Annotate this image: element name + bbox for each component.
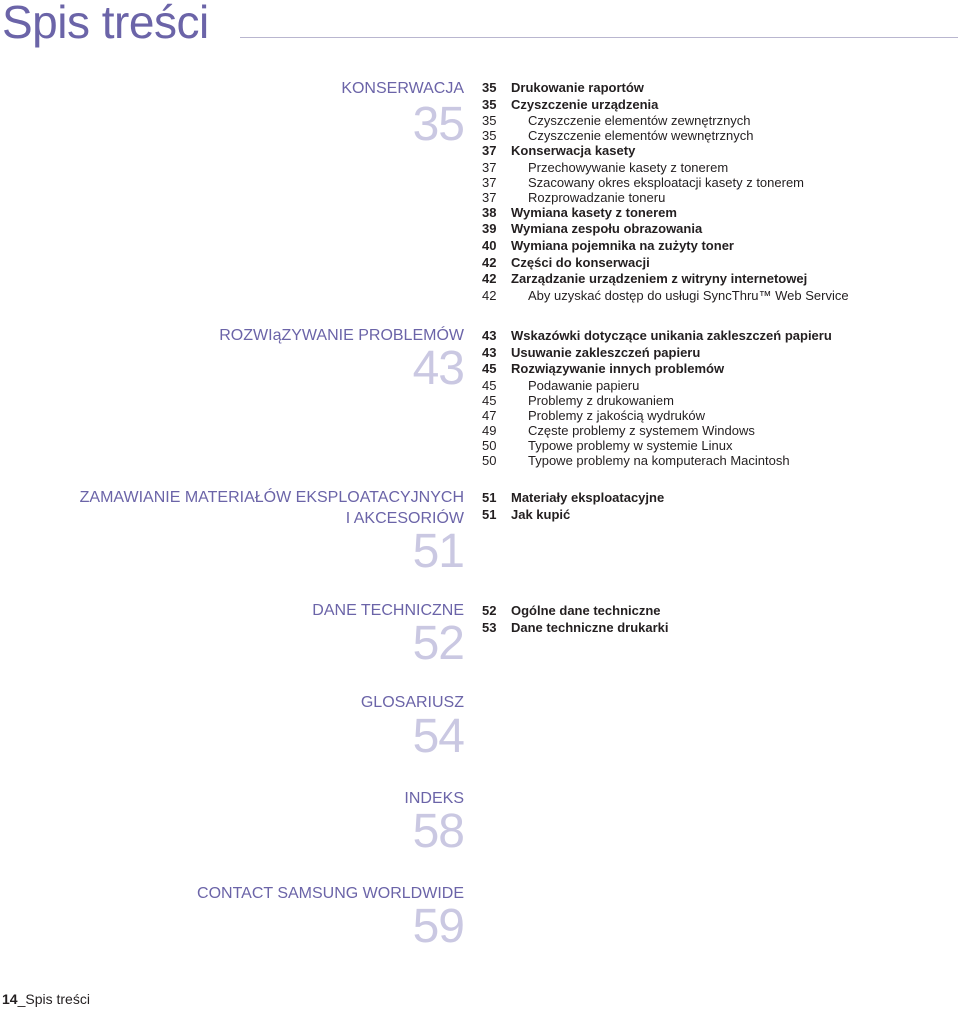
toc-entry-page: 49 — [482, 422, 497, 438]
toc-entry-label: Wskazówki dotyczące unikania zakleszczeń papieru — [511, 328, 832, 343]
section-title[interactable]: GLOSARIUSZ — [360, 694, 464, 711]
toc-entry-label: Częste problemy z systemem Windows — [528, 422, 755, 438]
toc-entry-label: Podawanie papieru — [528, 377, 640, 393]
page-title: Spis treści — [2, 0, 209, 48]
section-title[interactable]: ROZWIąZYWANIE PROBLEMÓW — [219, 327, 464, 344]
section-entries — [482, 80, 952, 303]
toc-entry-page: 43 — [482, 344, 497, 360]
toc-entry-page: 50 — [482, 452, 497, 468]
toc-entry-label: Jak kupić — [511, 506, 571, 522]
section-page-number: 58 — [412, 805, 464, 858]
section-page-number: 54 — [412, 710, 464, 763]
toc-entry-page: 43 — [482, 328, 497, 343]
toc-entry-label: Wymiana kasety z tonerem — [511, 204, 677, 220]
toc-entry-label: Typowe problemy w systemie Linux — [528, 437, 733, 453]
toc-entry-page: 52 — [482, 603, 497, 618]
title-divider — [240, 37, 958, 38]
section-title[interactable]: INDEKS — [404, 790, 464, 807]
toc-entry[interactable] — [482, 620, 952, 637]
toc-entry[interactable] — [482, 143, 952, 160]
toc-entry-page: 42 — [482, 271, 497, 287]
toc-entry-page: 35 — [482, 128, 497, 144]
toc-entry[interactable] — [482, 80, 952, 97]
footer-separator: _ — [17, 991, 26, 1007]
toc-entry[interactable] — [482, 345, 952, 362]
toc-entry-label: Rozprowadzanie toneru — [528, 189, 666, 205]
section-title[interactable] — [80, 487, 464, 529]
toc-entry[interactable] — [482, 361, 952, 378]
toc-entry[interactable] — [482, 507, 952, 524]
toc-entry-page: 40 — [482, 237, 497, 253]
toc-entry[interactable] — [482, 378, 952, 393]
section-title[interactable]: KONSERWACJA — [341, 80, 464, 97]
toc-entry-page: 37 — [482, 174, 497, 190]
footer-label: Spis treści — [25, 991, 90, 1007]
toc-entry-label: Usuwanie zakleszczeń papieru — [511, 344, 701, 360]
toc-entry[interactable] — [482, 393, 952, 408]
toc-entry[interactable] — [482, 328, 952, 345]
toc-entry-label: Czyszczenie elementów wewnętrznych — [528, 128, 754, 144]
toc-entry-label: Wymiana pojemnika na zużyty toner — [511, 237, 734, 253]
toc-entry-label: Czyszczenie urządzenia — [511, 96, 659, 112]
section-page-number: 52 — [412, 617, 464, 670]
footer-page-number: 14 — [2, 991, 18, 1007]
toc-entry-label: Dane techniczne drukarki — [511, 619, 669, 635]
section-title-line-2: I AKCESORIÓW — [345, 510, 464, 527]
toc-entry-page: 35 — [482, 113, 497, 129]
toc-entry-page: 35 — [482, 80, 497, 95]
toc-entry-label: Ogólne dane techniczne — [511, 603, 661, 618]
toc-entry[interactable] — [482, 453, 952, 468]
section-title[interactable]: DANE TECHNICZNE — [312, 602, 464, 619]
toc-entry-page: 42 — [482, 254, 497, 270]
toc-entry[interactable] — [482, 408, 952, 423]
toc-entry-page: 37 — [482, 143, 497, 159]
toc-entry-label: Konserwacja kasety — [511, 143, 636, 159]
toc-entry-label: Aby uzyskać dostęp do usługi SyncThru™ Web Service — [528, 287, 849, 303]
toc-entry[interactable] — [482, 271, 952, 288]
toc-entry[interactable] — [482, 175, 952, 190]
section-page-number: 59 — [412, 900, 464, 953]
toc-entry-label: Problemy z drukowaniem — [528, 392, 674, 408]
toc-entry-page: 35 — [482, 96, 497, 112]
toc-entry-page: 45 — [482, 377, 497, 393]
toc-entry-label: Problemy z jakością wydruków — [528, 407, 706, 423]
section-page-number: 43 — [412, 342, 464, 395]
toc-entry-label: Rozwiązywanie innych problemów — [511, 361, 725, 377]
toc-entry-label: Materiały eksploatacyjne — [511, 490, 665, 505]
toc-entry-page: 37 — [482, 159, 497, 175]
toc-entry[interactable] — [482, 288, 952, 303]
toc-entry-page: 38 — [482, 204, 497, 220]
page-footer — [2, 990, 90, 1008]
toc-entry[interactable] — [482, 128, 952, 143]
toc-entry-page: 51 — [482, 506, 497, 522]
toc-entry[interactable] — [482, 438, 952, 453]
toc-entry-label: Zarządzanie urządzeniem z witryny internetowej — [511, 271, 808, 287]
toc-entry-page: 50 — [482, 437, 497, 453]
toc-entry-page: 47 — [482, 407, 497, 423]
toc-entry-label: Wymiana zespołu obrazowania — [511, 221, 703, 237]
toc-entry-page: 39 — [482, 221, 497, 237]
toc-entry-label: Przechowywanie kasety z tonerem — [528, 159, 729, 175]
toc-entry-page: 45 — [482, 361, 497, 377]
toc-entry[interactable] — [482, 603, 952, 620]
toc-entry[interactable] — [482, 97, 952, 114]
section-page-number: 35 — [412, 98, 464, 151]
toc-entry-page: 42 — [482, 287, 497, 303]
toc-entry[interactable] — [482, 423, 952, 438]
section-entries — [482, 490, 952, 523]
toc-entry-label: Szacowany okres eksploatacji kasety z tonerem — [528, 174, 805, 190]
section-entries — [482, 603, 952, 636]
toc-entry[interactable] — [482, 113, 952, 128]
toc-entry[interactable] — [482, 190, 952, 205]
toc-entry-label: Czyszczenie elementów zewnętrznych — [528, 113, 751, 129]
section-title-line-1: ZAMAWIANIE MATERIAŁÓW EKSPLOATACYJNYCH — [79, 489, 464, 506]
toc-entry[interactable] — [482, 255, 952, 272]
toc-entry-label: Drukowanie raportów — [511, 80, 644, 95]
toc-entry[interactable] — [482, 221, 952, 238]
toc-entry-label: Typowe problemy na komputerach Macintosh — [528, 452, 790, 468]
toc-entry[interactable] — [482, 490, 952, 507]
section-title[interactable]: CONTACT SAMSUNG WORLDWIDE — [197, 885, 464, 902]
toc-entry[interactable] — [482, 238, 952, 255]
toc-entry-page: 37 — [482, 189, 497, 205]
toc-entry[interactable] — [482, 205, 952, 222]
section-entries — [482, 328, 952, 468]
toc-entry-page: 53 — [482, 619, 497, 635]
toc-entry-page: 51 — [482, 490, 497, 505]
toc-entry-page: 45 — [482, 392, 497, 408]
toc-entry-label: Części do konserwacji — [511, 254, 650, 270]
toc-entry[interactable] — [482, 160, 952, 175]
section-page-number: 51 — [412, 525, 464, 578]
